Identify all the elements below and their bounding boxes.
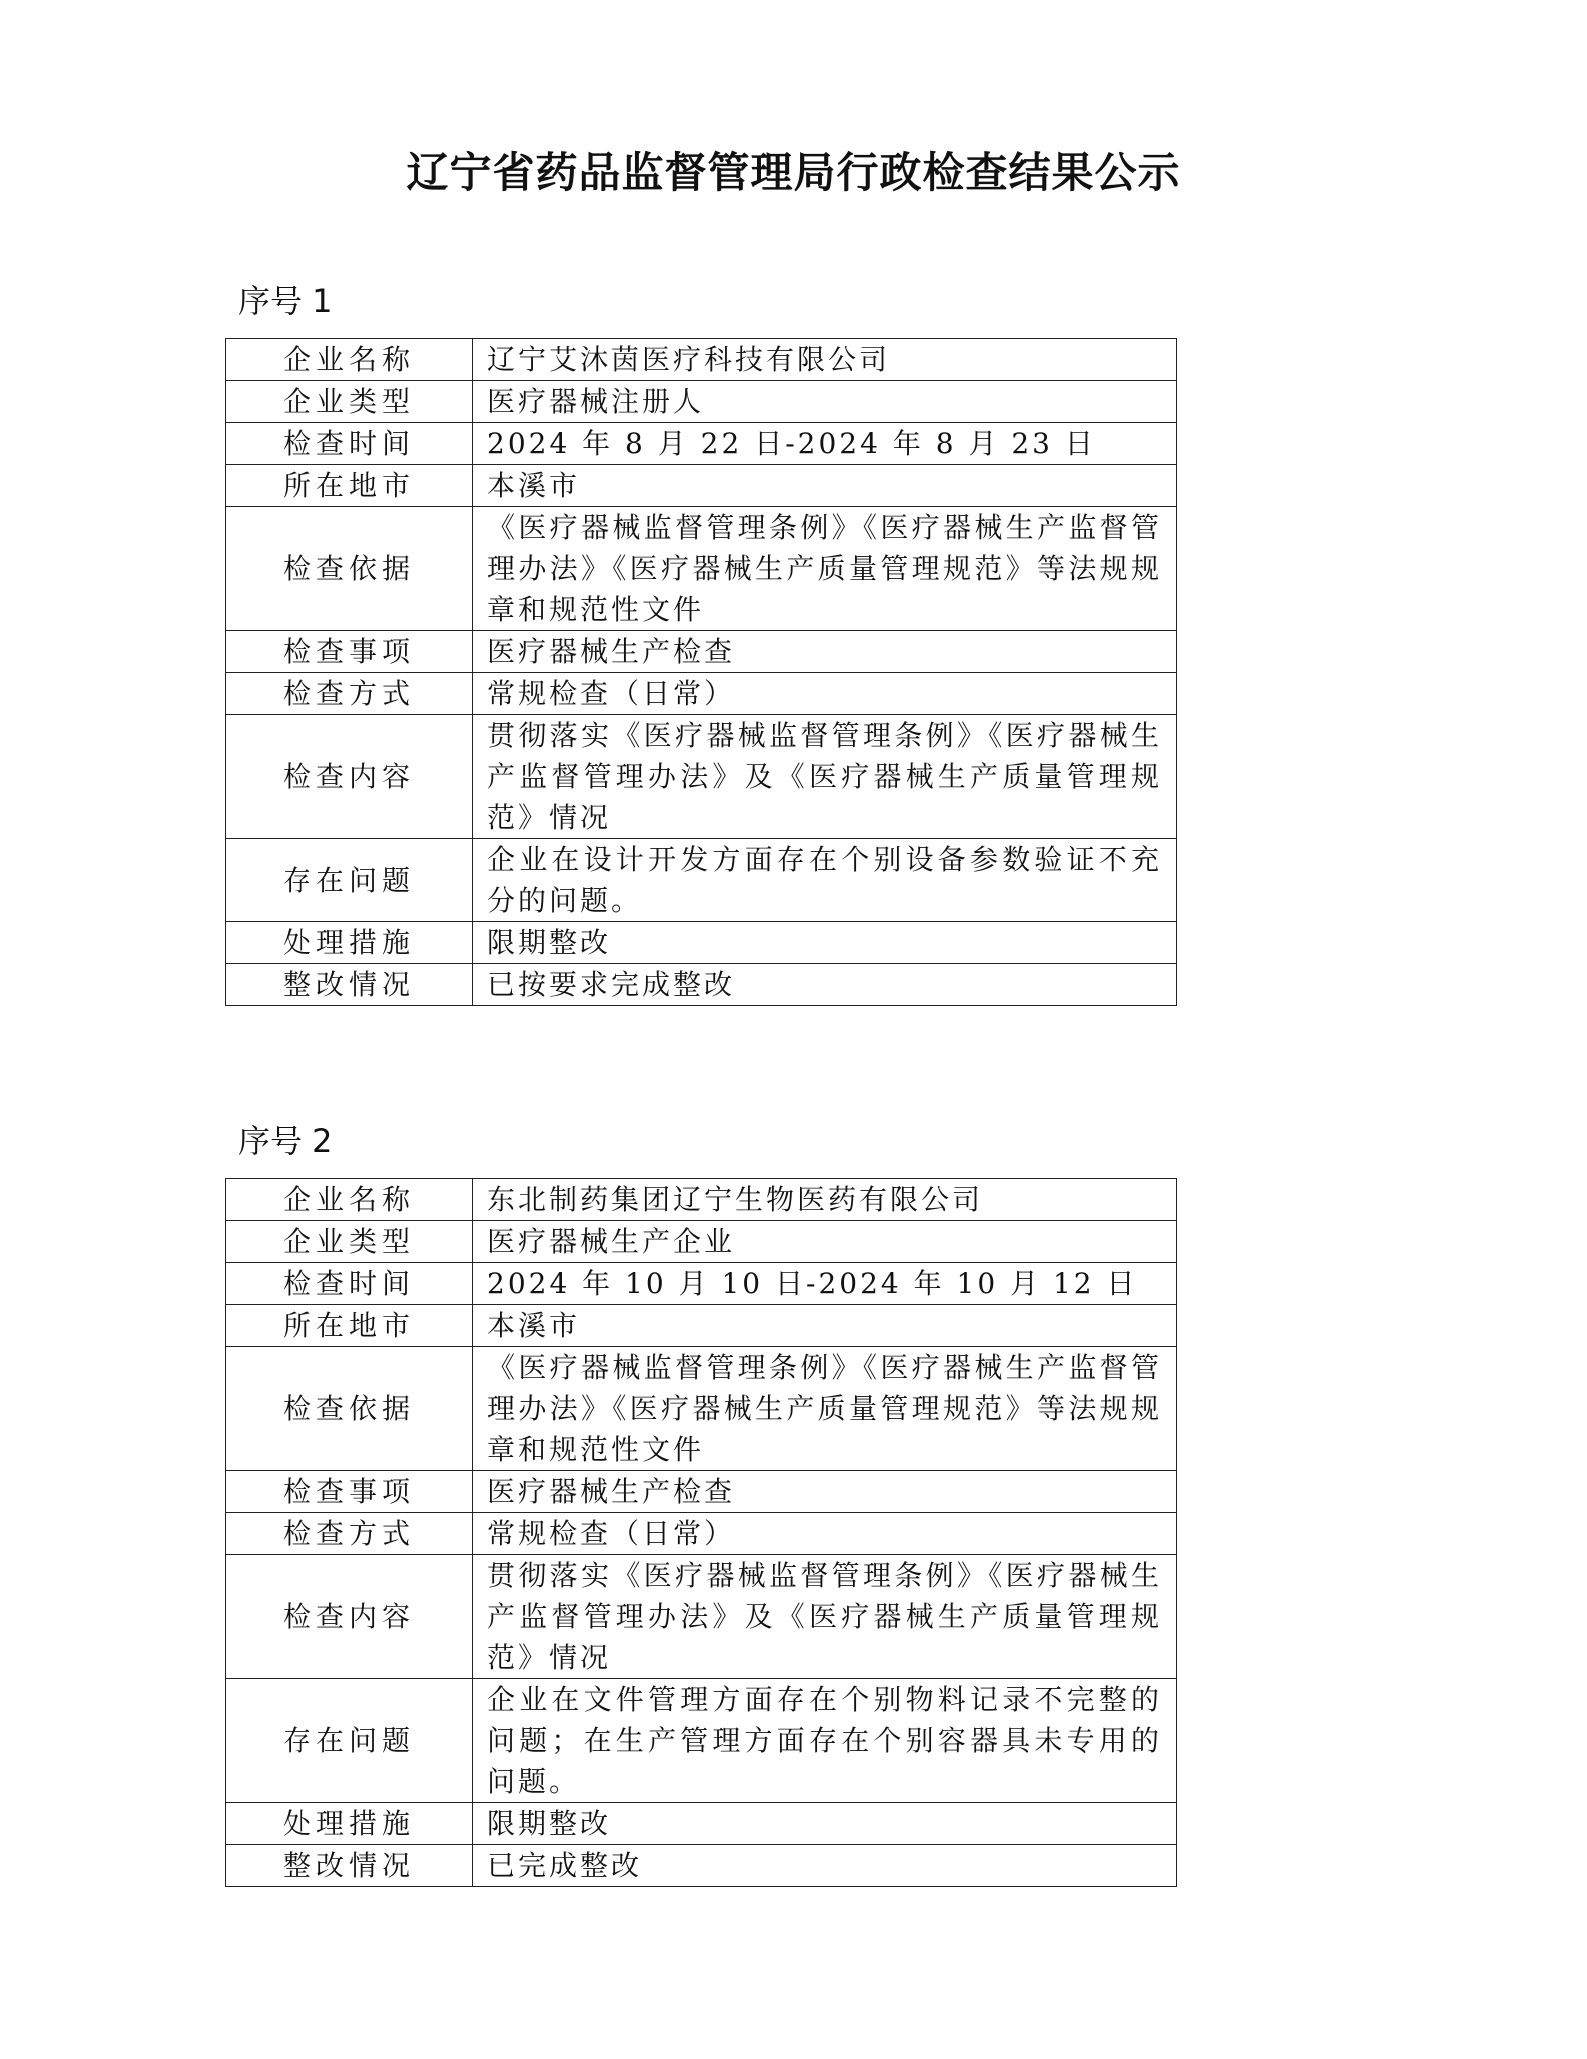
- table-row: [226, 922, 1177, 964]
- table-row: [226, 839, 1177, 922]
- field-value: 企业在文件管理方面存在个别物料记录不完整的问题；在生产管理方面存在个别容器具未专用的问题。: [473, 1679, 1177, 1803]
- table-row: [226, 964, 1177, 1006]
- table-row: [226, 423, 1177, 465]
- table-row: [226, 1679, 1177, 1803]
- field-value: 常规检查（日常）: [473, 1513, 1177, 1555]
- field-value: 已按要求完成整改: [473, 964, 1177, 1006]
- field-name: 处理措施: [226, 922, 473, 964]
- table-row: [226, 631, 1177, 673]
- table-row: [226, 1179, 1177, 1221]
- table-row: [226, 1803, 1177, 1845]
- table-row: [226, 465, 1177, 507]
- field-name: 企业类型: [226, 1221, 473, 1263]
- field-name: 整改情况: [226, 964, 473, 1006]
- field-value: 限期整改: [473, 1803, 1177, 1845]
- field-value: 《医疗器械监督管理条例》《医疗器械生产监督管理办法》《医疗器械生产质量管理规范》等法规规章和规范性文件: [473, 1347, 1177, 1471]
- field-name: 企业类型: [226, 381, 473, 423]
- field-value: 医疗器械生产企业: [473, 1221, 1177, 1263]
- field-name: 企业名称: [226, 1179, 473, 1221]
- field-name: 检查时间: [226, 423, 473, 465]
- field-value: 企业在设计开发方面存在个别设备参数验证不充分的问题。: [473, 839, 1177, 922]
- table-row: [226, 1305, 1177, 1347]
- field-name: 检查方式: [226, 1513, 473, 1555]
- table-row: [226, 1263, 1177, 1305]
- field-name: 处理措施: [226, 1803, 473, 1845]
- field-value: 常规检查（日常）: [473, 673, 1177, 715]
- table-row: [226, 673, 1177, 715]
- field-value: 辽宁艾沐茵医疗科技有限公司: [473, 339, 1177, 381]
- field-value: 2024 年 10 月 10 日-2024 年 10 月 12 日: [473, 1263, 1177, 1305]
- field-name: 检查时间: [226, 1263, 473, 1305]
- field-name: 所在地市: [226, 1305, 473, 1347]
- table-row: [226, 1845, 1177, 1887]
- field-value: 已完成整改: [473, 1845, 1177, 1887]
- table-row: [226, 1471, 1177, 1513]
- field-name: 检查事项: [226, 1471, 473, 1513]
- field-name: 检查依据: [226, 1347, 473, 1471]
- field-name: 检查依据: [226, 507, 473, 631]
- field-value: 东北制药集团辽宁生物医药有限公司: [473, 1179, 1177, 1221]
- field-value: 贯彻落实《医疗器械监督管理条例》《医疗器械生产监督管理办法》及《医疗器械生产质量管理规范》情况: [473, 1555, 1177, 1679]
- table-row: [226, 1221, 1177, 1263]
- document-title: 辽宁省药品监督管理局行政检查结果公示: [406, 148, 1181, 197]
- field-value: 本溪市: [473, 1305, 1177, 1347]
- field-value: 《医疗器械监督管理条例》《医疗器械生产监督管理办法》《医疗器械生产质量管理规范》等法规规章和规范性文件: [473, 507, 1177, 631]
- field-name: 存在问题: [226, 1679, 473, 1803]
- record-2-label: 序号 2: [238, 1122, 333, 1160]
- field-value: 医疗器械生产检查: [473, 1471, 1177, 1513]
- table-row: [226, 507, 1177, 631]
- field-value: 2024 年 8 月 22 日-2024 年 8 月 23 日: [473, 423, 1177, 465]
- record-2-table: [225, 1178, 1177, 1887]
- field-value: 医疗器械生产检查: [473, 631, 1177, 673]
- table-row: [226, 339, 1177, 381]
- field-name: 检查方式: [226, 673, 473, 715]
- field-name: 检查事项: [226, 631, 473, 673]
- table-row: [226, 1513, 1177, 1555]
- field-name: 检查内容: [226, 715, 473, 839]
- table-row: [226, 381, 1177, 423]
- field-value: 限期整改: [473, 922, 1177, 964]
- table-row: [226, 1347, 1177, 1471]
- record-1-label: 序号 1: [238, 282, 333, 320]
- field-value: 本溪市: [473, 465, 1177, 507]
- field-name: 检查内容: [226, 1555, 473, 1679]
- table-row: [226, 1555, 1177, 1679]
- table-row: [226, 715, 1177, 839]
- field-name: 整改情况: [226, 1845, 473, 1887]
- field-value: 医疗器械注册人: [473, 381, 1177, 423]
- field-value: 贯彻落实《医疗器械监督管理条例》《医疗器械生产监督管理办法》及《医疗器械生产质量管理规范》情况: [473, 715, 1177, 839]
- record-1-table: [225, 338, 1177, 1006]
- field-name: 企业名称: [226, 339, 473, 381]
- field-name: 所在地市: [226, 465, 473, 507]
- field-name: 存在问题: [226, 839, 473, 922]
